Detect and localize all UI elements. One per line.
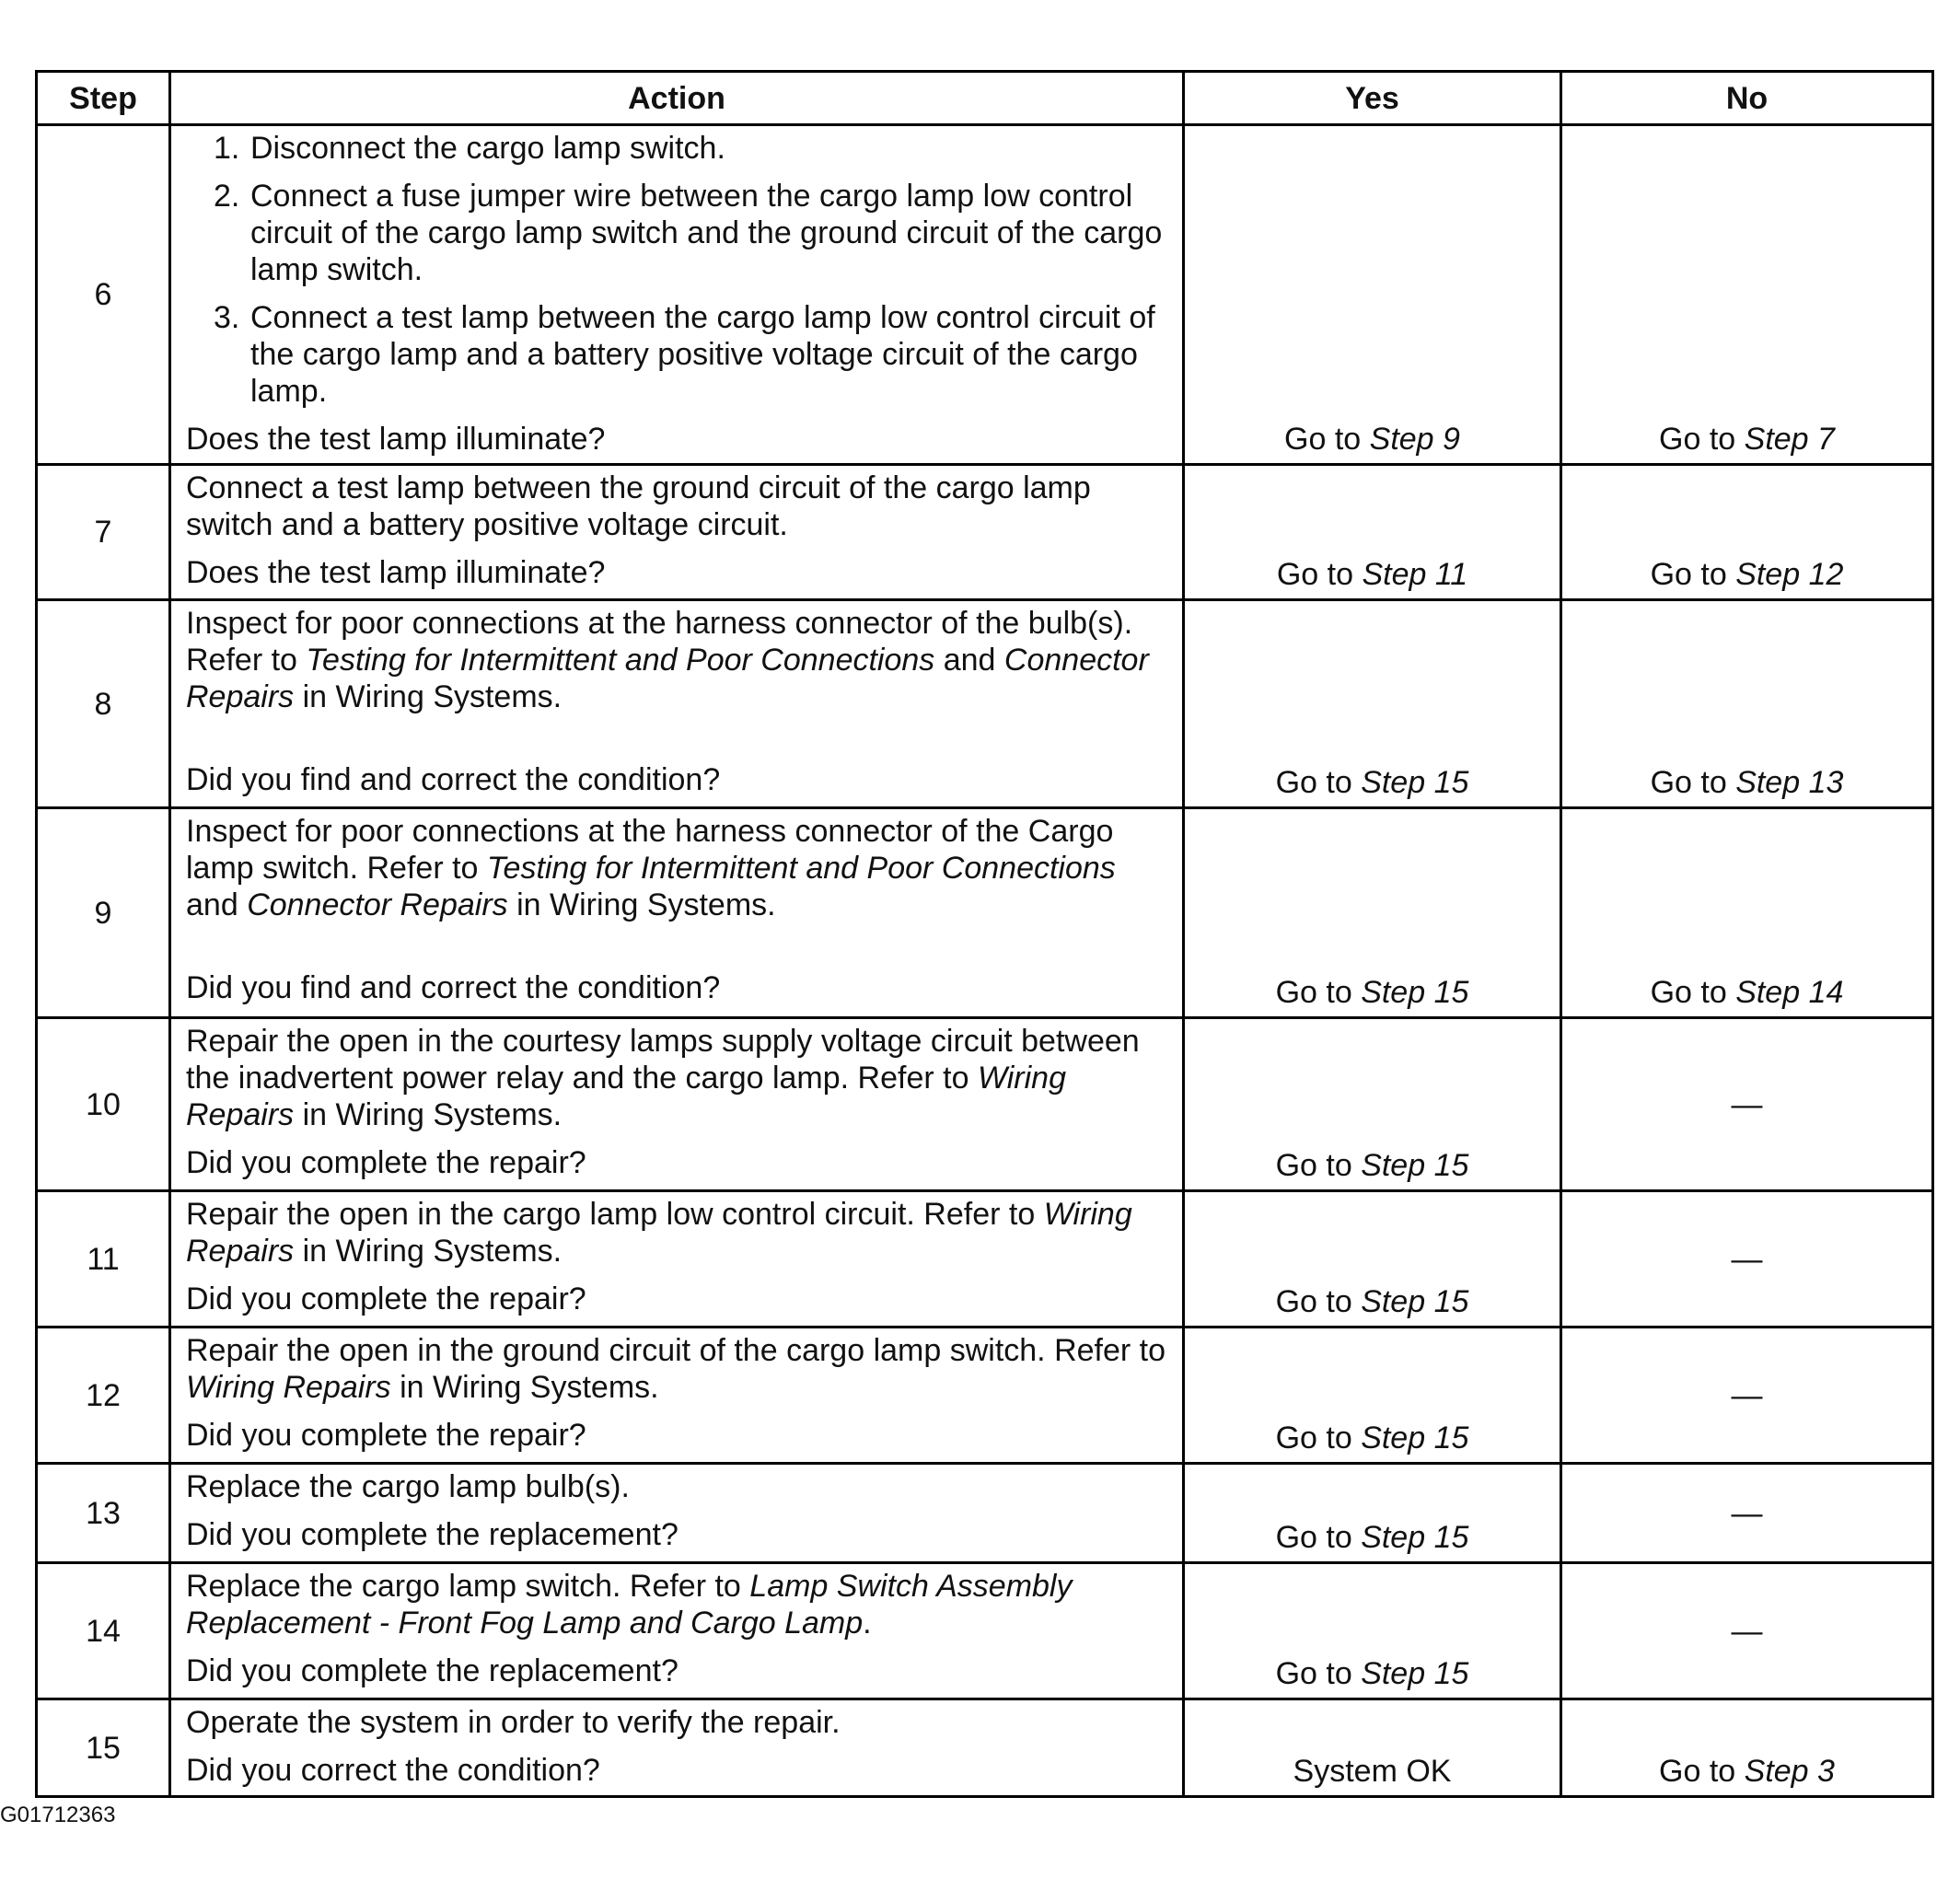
- action-cell: [170, 125, 1184, 465]
- action-cell: [170, 1018, 1184, 1191]
- figure-id: G01712363: [0, 1803, 116, 1827]
- step-number: 14: [37, 1563, 170, 1699]
- yes-cell: Go to Step 9: [1184, 125, 1561, 465]
- step-number: 13: [37, 1464, 170, 1563]
- substep-list: [186, 130, 1169, 410]
- substep-item: 2. Connect a fuse jumper wire between the cargo lamp low control circuit of the cargo lamp switch and the ground circuit of the cargo lamp switch.: [214, 179, 1163, 287]
- action-cell: [170, 1464, 1184, 1563]
- table-row-step-13: [37, 1464, 1933, 1563]
- action-text: Operate the system in order to verify the repair.: [186, 1705, 841, 1740]
- action-text: Inspect for poor connections at the harness connector of the Cargo lamp switch. Refer to Testing for Intermittent and Poor Connections and Connector Repairs in Wiring Systems.: [186, 814, 1116, 922]
- action-question: Did you find and correct the condition?: [186, 970, 721, 1005]
- table-row-step-11: [37, 1191, 1933, 1328]
- yes-cell: Go to Step 15: [1184, 1018, 1561, 1191]
- header-yes: Yes: [1184, 72, 1561, 125]
- action-cell: [170, 1191, 1184, 1328]
- header-action: Action: [170, 72, 1184, 125]
- table-row-step-6: [37, 125, 1933, 465]
- no-cell: Go to Step 3: [1561, 1699, 1933, 1797]
- yes-cell: Go to Step 15: [1184, 600, 1561, 808]
- action-question: Did you correct the condition?: [186, 1753, 600, 1788]
- substep-item: 3. Connect a test lamp between the cargo lamp low control circuit of the cargo lamp and a battery positive voltage circuit of the cargo lamp.: [214, 300, 1155, 409]
- action-text: Replace the cargo lamp bulb(s).: [186, 1469, 630, 1504]
- table-row-step-15: [37, 1699, 1933, 1797]
- step-number: 12: [37, 1328, 170, 1464]
- action-question: Did you complete the replacement?: [186, 1517, 678, 1552]
- substep-item: 1. Disconnect the cargo lamp switch.: [214, 131, 725, 166]
- action-question: Does the test lamp illuminate?: [186, 422, 606, 457]
- diagnostic-table: [35, 70, 1934, 1798]
- yes-cell: Go to Step 15: [1184, 1191, 1561, 1328]
- no-cell: Go to Step 13: [1561, 600, 1933, 808]
- header-row: [37, 72, 1933, 125]
- step-number: 8: [37, 600, 170, 808]
- no-cell: Go to Step 14: [1561, 808, 1933, 1018]
- action-cell: [170, 465, 1184, 600]
- yes-cell: Go to Step 11: [1184, 465, 1561, 600]
- table-row-step-14: [37, 1563, 1933, 1699]
- table-row-step-7: [37, 465, 1933, 600]
- table-row-step-12: [37, 1328, 1933, 1464]
- action-text: Replace the cargo lamp switch. Refer to Lamp Switch Assembly Replacement - Front Fog Lamp and Cargo Lamp.: [186, 1569, 1073, 1641]
- no-cell: —: [1561, 1018, 1933, 1191]
- table-row-step-8: [37, 600, 1933, 808]
- action-question: Did you complete the repair?: [186, 1145, 586, 1180]
- header-no: No: [1561, 72, 1933, 125]
- step-number: 9: [37, 808, 170, 1018]
- action-question: Did you complete the replacement?: [186, 1653, 678, 1688]
- yes-cell: Go to Step 15: [1184, 1464, 1561, 1563]
- no-cell: —: [1561, 1328, 1933, 1464]
- action-text: Repair the open in the cargo lamp low control circuit. Refer to Wiring Repairs in Wiring Systems.: [186, 1197, 1132, 1269]
- action-question: Did you complete the repair?: [186, 1418, 586, 1453]
- no-cell: —: [1561, 1563, 1933, 1699]
- yes-cell: System OK: [1184, 1699, 1561, 1797]
- step-number: 10: [37, 1018, 170, 1191]
- action-question: Did you find and correct the condition?: [186, 762, 721, 797]
- action-question: Does the test lamp illuminate?: [186, 555, 606, 590]
- action-cell: [170, 600, 1184, 808]
- action-question: Did you complete the repair?: [186, 1281, 586, 1316]
- action-cell: [170, 1328, 1184, 1464]
- action-cell: [170, 808, 1184, 1018]
- step-number: 11: [37, 1191, 170, 1328]
- no-cell: —: [1561, 1191, 1933, 1328]
- action-text: Inspect for poor connections at the harness connector of the bulb(s). Refer to Testing for Intermittent and Poor Connections and Connector Repairs in Wiring Systems.: [186, 606, 1149, 714]
- yes-cell: Go to Step 15: [1184, 1563, 1561, 1699]
- action-cell: [170, 1563, 1184, 1699]
- action-cell: [170, 1699, 1184, 1797]
- step-number: 7: [37, 465, 170, 600]
- step-number: 6: [37, 125, 170, 465]
- no-cell: Go to Step 7: [1561, 125, 1933, 465]
- header-step: Step: [37, 72, 170, 125]
- table-row-step-10: [37, 1018, 1933, 1191]
- yes-cell: Go to Step 15: [1184, 1328, 1561, 1464]
- action-text: Repair the open in the courtesy lamps supply voltage circuit between the inadvertent power relay and the cargo lamp. Refer to Wiring Repairs in Wiring Systems.: [186, 1024, 1140, 1132]
- step-number: 15: [37, 1699, 170, 1797]
- yes-cell: Go to Step 15: [1184, 808, 1561, 1018]
- action-text: Connect a test lamp between the ground circuit of the cargo lamp switch and a battery positive voltage circuit.: [186, 470, 1091, 542]
- no-cell: Go to Step 12: [1561, 465, 1933, 600]
- action-text: Repair the open in the ground circuit of the cargo lamp switch. Refer to Wiring Repairs in Wiring Systems.: [186, 1333, 1166, 1405]
- no-cell: —: [1561, 1464, 1933, 1563]
- table-row-step-9: [37, 808, 1933, 1018]
